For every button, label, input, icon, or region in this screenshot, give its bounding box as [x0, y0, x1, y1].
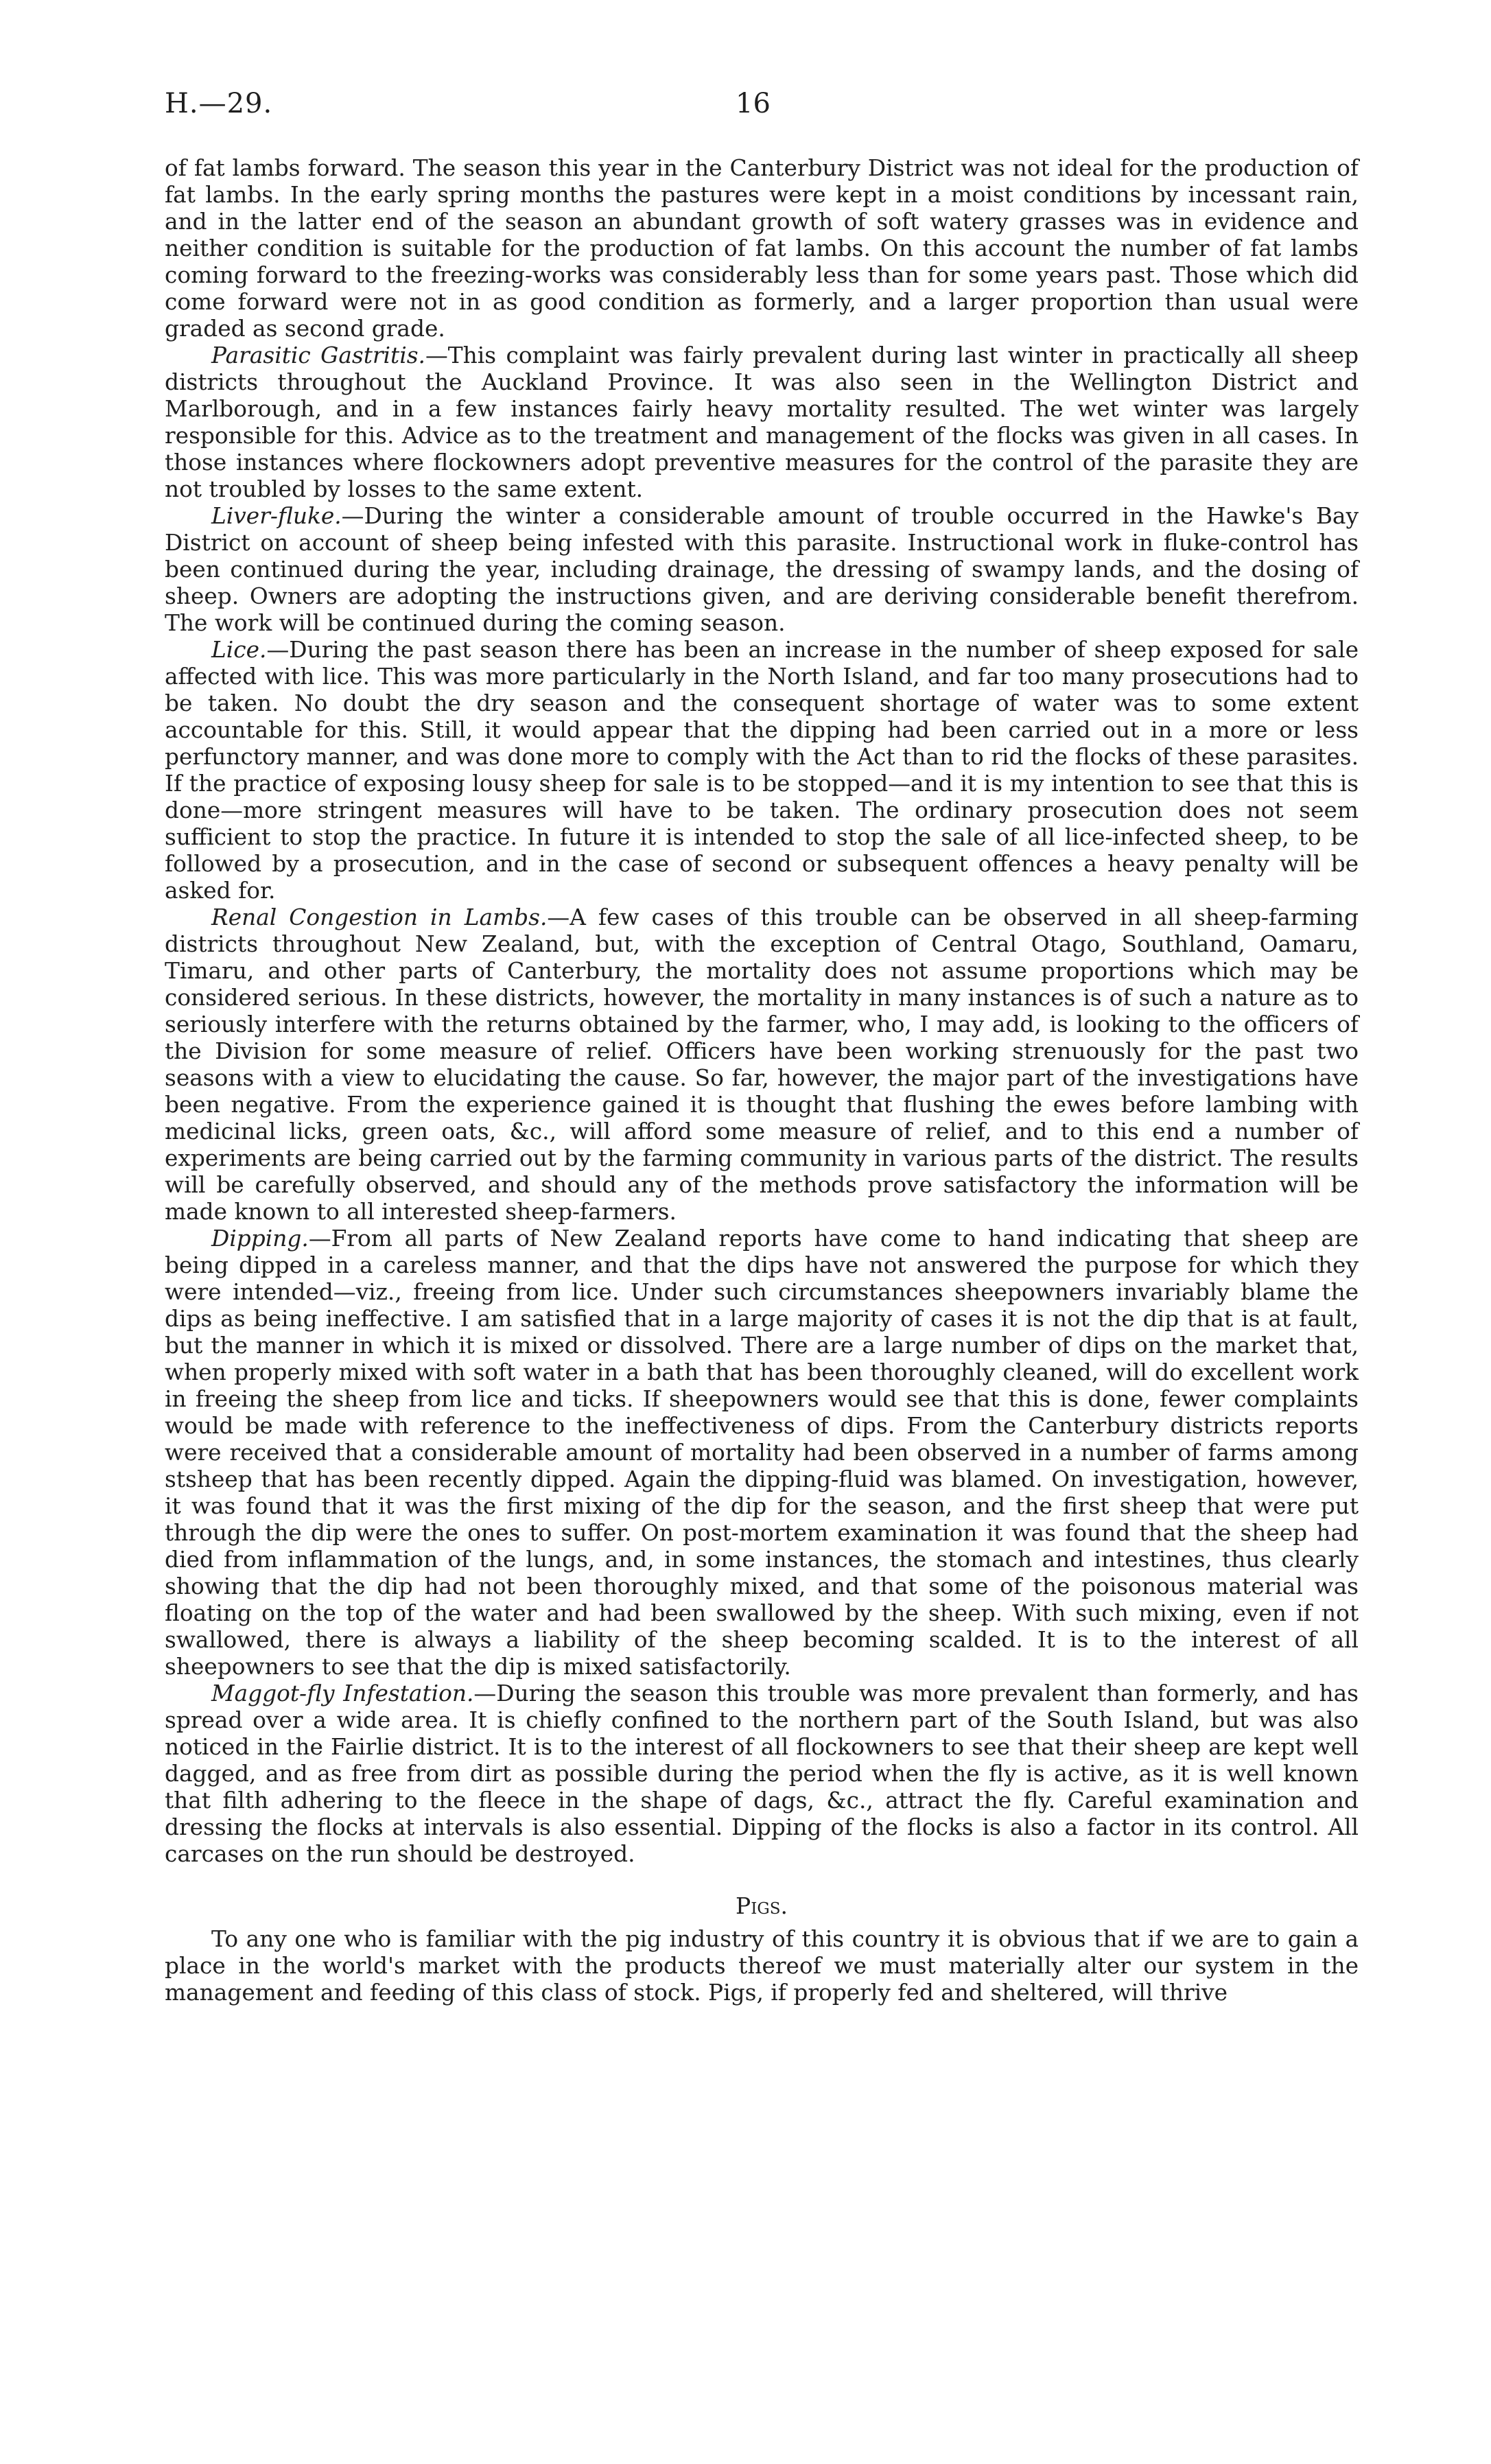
- paragraph-renal-congestion: [165, 904, 1359, 1225]
- paragraph-lead: Dipping.: [211, 1225, 309, 1252]
- paragraph-text: —A few cases of this trouble can be observed in all sheep-farming districts throughout New Zealand, but, with the exception of Central Otago, Southland, Oamaru, Timaru, and other parts of Canterbury, the mortality does not assume proportions which may be considered serious. In these districts, however, the mortality in many instances is of such a nature as to seriously interfere with the returns obtained by the farmer, who, I may add, is looking to the officers of the Division for some measure of relief. Officers have been working strenuously for the past two seasons with a view to elucidating the cause. So far, however, the major part of the investigations have been negative. From the experience gained it is thought that flushing the ewes before lambing with medicinal licks, green oats, &c., will afford some measure of relief, and to this end a number of experiments are being carried out by the farming community in various parts of the district. The results will be carefully observed, and should any of the methods prove satisfactory the information will be made known to all interested sheep-farmers.: [165, 904, 1359, 1225]
- section-heading-pigs: Pigs.: [736, 1892, 788, 1919]
- paragraph-text: —During the season this trouble was more prevalent than formerly, and has spread over a wide area. It is chiefly confined to the northern part of the South Island, but was also noticed in the Fairlie district. It is to the interest of all flockowners to see that their sheep are kept well dagged, and as free from dirt as possible during the period when the fly is active, as it is well known that filth adhering to the fleece in the shape of dags, &c., attract the fly. Careful examination and dressing the flocks at intervals is also essential. Dipping of the flocks is also a factor in its control. All carcases on the run should be destroyed.: [165, 1680, 1359, 1867]
- paragraph-lead: Lice.: [211, 637, 267, 663]
- paragraph-maggot-fly: [165, 1680, 1359, 1868]
- paragraph-text: of fat lambs forward. The season this year in the Canterbury District was not ideal for the production of fat lambs. In the early spring months the pastures were kept in a moist conditions by incessant rain, and in the latter end of the season an abundant growth of soft watery grasses was in evidence and neither condition is suitable for the production of fat lambs. On this account the number of fat lambs coming forward to the freezing-works was considerably less than for some years past. Those which did come forward were not in as good condition as formerly, and a larger proportion than usual were graded as second grade.: [165, 155, 1359, 342]
- paragraph-text: —This complaint was fairly prevalent during last winter in practically all sheep districts throughout the Auckland Province. It was also seen in the Wellington District and Marlborough, and in a few instances fairly heavy mortality resulted. The wet winter was largely responsible for this. Advice as to the treatment and management of the flocks was given in all cases. In those instances where flockowners adopt preventive measures for the control of the parasite they are not troubled by losses to the same extent.: [165, 342, 1359, 502]
- paragraph-parasitic-gastritis: [165, 342, 1359, 503]
- paragraph-lead: Parasitic Gastritis.: [211, 342, 425, 368]
- body-text: [165, 155, 1359, 2006]
- paragraph-liver-fluke: [165, 503, 1359, 637]
- paragraph-lead: Liver-fluke.: [211, 503, 342, 529]
- paragraph-continuation: [165, 155, 1359, 342]
- paragraph-dipping: [165, 1225, 1359, 1680]
- paragraph-text: —From all parts of New Zealand reports have come to hand indicating that sheep are being dipped in a careless manner, and that the dips have not answered the purpose for which they were intended—viz., freeing from lice. Under such circumstances sheepowners invariably blame the dips as being ineffective. I am satisfied that in a large majority of cases it is not the dip that is at fault, but the manner in which it is mixed or dissolved. There are a large number of dips on the market that, when properly mixed with soft water in a bath that has been thoroughly cleaned, will do excellent work in freeing the sheep from lice and ticks. If sheepowners would see that this is done, fewer complaints would be made with reference to the ineffectiveness of dips. From the Canterbury districts reports were received that a considerable amount of mortality had been observed in a number of farms among stsheep that has been recently dipped. Again the dipping-fluid was blamed. On investigation, however, it was found that it was the first mixing of the dip for the season, and the first sheep that were put through the dip were the ones to suffer. On post-mortem examination it was found that the sheep had died from inflammation of the lungs, and, in some instances, the stomach and intestines, thus clearly showing that the dip had not been thoroughly mixed, and that some of the poisonous material was floating on the top of the water and had been swallowed by the sheep. With such mixing, even if not swallowed, there is always a liability of the sheep becoming scalded. It is to the interest of all sheepowners to see that the dip is mixed satisfactorily.: [165, 1225, 1359, 1680]
- paragraph-text: —During the past season there has been an increase in the number of sheep exposed for sale affected with lice. This was more particularly in the North Island, and far too many prosecutions had to be taken. No doubt the dry season and the consequent shortage of water was to some extent accountable for this. Still, it would appear that the dipping had been carried out in a more or less perfunctory manner, and was done more to comply with the Act than to rid the flocks of these parasites. If the practice of exposing lousy sheep for sale is to be stopped—and it is my intention to see that this is done—more stringent measures will have to be taken. The ordinary prosecution does not seem sufficient to stop the practice. In future it is intended to stop the sale of all lice-infected sheep, to be followed by a prosecution, and in the case of second or subsequent offences a heavy penalty will be asked for.: [165, 637, 1359, 904]
- paragraph-text: —During the winter a considerable amount of trouble occurred in the Hawke's Bay District on account of sheep being infested with this parasite. Instructional work in fluke-control has been continued during the year, including drainage, the dressing of swampy lands, and the dosing of sheep. Owners are adopting the instructions given, and are deriving considerable benefit therefrom. The work will be continued during the coming season.: [165, 503, 1359, 636]
- paragraph-lead: Renal Congestion in Lambs.: [211, 904, 548, 930]
- paragraph-lead: Maggot-fly Infestation.: [211, 1680, 474, 1706]
- page-number: 16: [736, 88, 771, 119]
- paragraph-pigs: To any one who is familiar with the pig industry of this country it is obvious that if we are to gain a place in the world's market with the products thereof we must materially alter our system in the management and feeding of this class of stock. Pigs, if properly fed and sheltered, will thrive: [165, 1926, 1359, 2006]
- paragraph-lice: [165, 637, 1359, 904]
- document-reference: H.—29.: [165, 88, 273, 119]
